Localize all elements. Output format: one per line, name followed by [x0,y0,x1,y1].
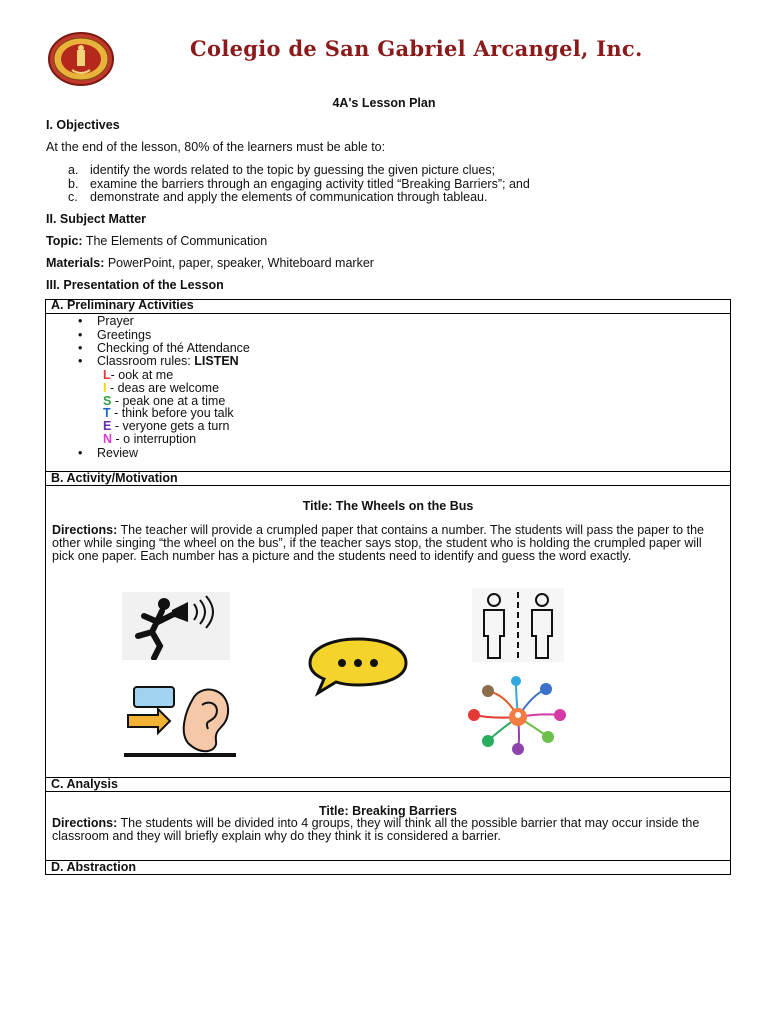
school-name: Colegio de San Gabriel Arcangel, Inc. [190,36,643,61]
page-title: 4A's Lesson Plan [332,96,436,110]
list-item-text: Greetings [97,328,152,342]
list-item-text: Checking of thé Attendance [97,341,250,355]
listen-rule [103,406,234,420]
listen-letter: S [103,394,112,408]
divider [45,791,731,792]
listen-letter: N [103,432,113,446]
objective-text: identify the words related to the topic by guessing the given picture clues; [90,163,496,177]
topic-line [46,234,267,248]
analysis-title: Title: Breaking Barriers [318,804,458,818]
rules-word: LISTEN [194,354,239,368]
listen-rule [103,368,173,382]
objective-text: examine the barriers through an engaging activity titled “Breaking Barriers”; and [90,177,530,191]
activity-title: Title: The Wheels on the Bus [302,499,474,513]
objectives-intro: At the end of the lesson, 80% of the learners must be able to: [46,140,386,154]
listen-text: - o interruption [112,432,197,446]
objective-letter: c. [68,190,78,204]
subject-matter-heading: II. Subject Matter [46,212,147,226]
rules-label: Classroom rules: [97,354,195,368]
list-item [78,446,138,460]
directions-label: Directions: [52,816,118,830]
listen-rule [103,432,196,446]
list-item [78,314,134,328]
speech-bubble-icon [306,635,410,697]
listen-text: - veryone gets a turn [111,419,230,433]
listen-text: - peak one at a time [111,394,226,408]
directions-label: Directions: [52,523,118,537]
objective-item [68,177,530,191]
directions-text: The teacher will provide a crumpled paper that contains a number. The students will pass the paper to the other while singing “the wheel on the bus”, if the teacher says stop, the student who is holding the crumpled paper will pick one paper. Each number has a picture and the students need to identify and guess the word exactly. [52,523,704,563]
message-to-ear-icon [124,683,236,759]
objective-letter: b. [68,177,79,191]
abstraction-heading: D. Abstraction [45,860,731,874]
two-people-icon [472,588,564,662]
list-item [78,341,250,355]
preliminary-heading: A. Preliminary Activities [51,298,194,312]
topic-label: Topic: [46,234,83,248]
listen-text: - ook at me [110,368,174,382]
materials-label: Materials: [46,256,105,270]
listen-letter: T [103,406,111,420]
list-item [78,328,151,342]
divider [45,485,731,486]
listen-letter: L [103,368,111,382]
objective-item [68,163,495,177]
directions-text: The students will be divided into 4 groups, they will think all the possible barrier that may occur inside the classroom and they will briefly explain why do they think it is considered a barrier. [52,816,700,843]
presentation-heading: III. Presentation of the Lesson [46,278,224,292]
listen-rule [103,419,229,433]
objective-letter: a. [68,163,79,177]
objective-item [68,190,487,204]
list-item-text: Prayer [97,314,134,328]
topic-value: The Elements of Communication [85,234,268,248]
list-item-text: Review [97,446,138,460]
speaker-shouting-icon [122,592,230,660]
objectives-heading: I. Objectives [46,118,120,132]
listen-letter: E [103,419,112,433]
objective-text: demonstrate and apply the elements of communication through tableau. [90,190,488,204]
school-seal-logo [48,32,114,86]
divider [45,313,731,314]
materials-value: PowerPoint, paper, speaker, Whiteboard marker [107,256,374,270]
activity-directions [52,524,724,563]
analysis-directions [52,817,724,843]
listen-text: - deas are welcome [106,381,220,395]
materials-line [46,256,374,270]
listen-letter: I [103,381,107,395]
list-item [78,354,239,368]
analysis-heading: C. Analysis [45,777,731,791]
listen-rule [103,381,219,395]
communication-network-icon [466,675,570,759]
activity-heading: B. Activity/Motivation [45,471,731,485]
listen-text: - think before you talk [110,406,234,420]
